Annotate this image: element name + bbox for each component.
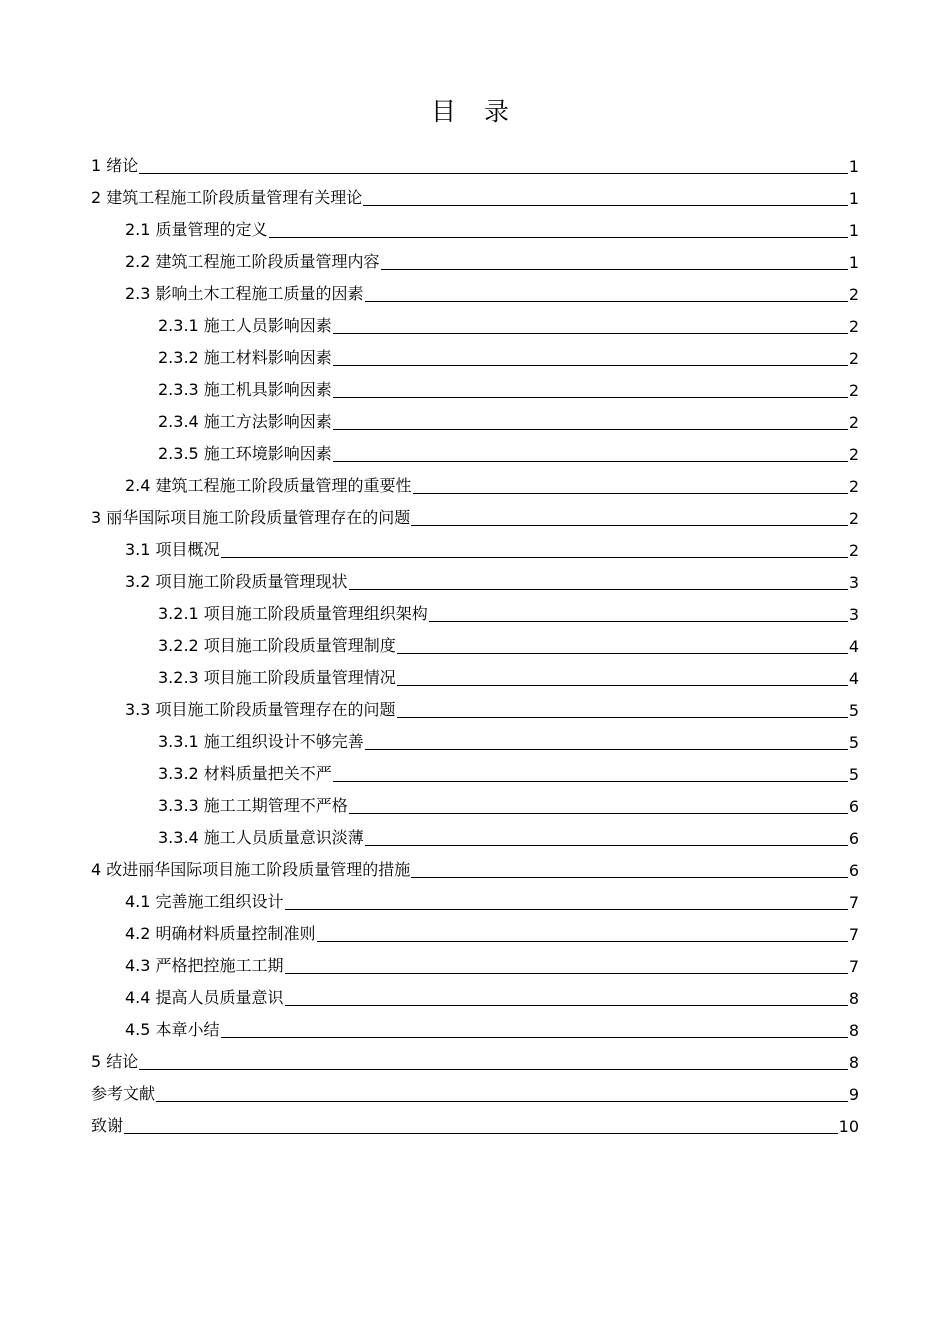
- table-of-contents: [91, 148, 859, 1140]
- toc-leader-line: [333, 396, 848, 398]
- toc-entry[interactable]: [91, 404, 859, 436]
- toc-leader-line: [139, 172, 848, 174]
- toc-leader-line: [365, 300, 848, 302]
- toc-entry-label: 4.2 明确材料质量控制准则: [125, 924, 316, 943]
- toc-entry-page-number: 2: [848, 349, 859, 368]
- toc-entry[interactable]: [91, 276, 859, 308]
- toc-leader-line: [221, 556, 848, 558]
- toc-entry[interactable]: [91, 500, 859, 532]
- toc-entry[interactable]: [91, 532, 859, 564]
- toc-entry[interactable]: [91, 1012, 859, 1044]
- toc-entry[interactable]: [91, 948, 859, 980]
- toc-entry[interactable]: [91, 244, 859, 276]
- toc-entry-page-number: 2: [848, 413, 859, 432]
- toc-entry-page-number: 3: [848, 573, 859, 592]
- toc-entry-label: 3.3.4 施工人员质量意识淡薄: [158, 828, 364, 847]
- toc-entry-label: 3.2.1 项目施工阶段质量管理组织架构: [158, 604, 428, 623]
- toc-entry[interactable]: [91, 468, 859, 500]
- toc-leader-line: [139, 1068, 848, 1070]
- toc-entry-label: 3.3.3 施工工期管理不严格: [158, 796, 348, 815]
- toc-entry[interactable]: [91, 180, 859, 212]
- toc-leader-line: [429, 620, 848, 622]
- toc-entry-label: 1 绪论: [91, 156, 139, 175]
- toc-entry-page-number: 1: [848, 189, 859, 208]
- toc-entry-page-number: 4: [848, 637, 859, 656]
- toc-leader-line: [363, 204, 848, 206]
- toc-entry-page-number: 10: [838, 1117, 859, 1136]
- toc-entry[interactable]: [91, 596, 859, 628]
- toc-leader-line: [349, 812, 848, 814]
- toc-leader-line: [333, 780, 848, 782]
- toc-entry[interactable]: [91, 852, 859, 884]
- toc-leader-line: [397, 652, 848, 654]
- toc-leader-line: [285, 1004, 848, 1006]
- toc-leader-line: [124, 1132, 838, 1134]
- toc-entry-page-number: 8: [848, 1021, 859, 1040]
- toc-entry-page-number: 1: [848, 221, 859, 240]
- toc-entry[interactable]: [91, 1044, 859, 1076]
- toc-entry[interactable]: [91, 1076, 859, 1108]
- toc-leader-line: [411, 524, 848, 526]
- toc-entry-label: 3.2.2 项目施工阶段质量管理制度: [158, 636, 396, 655]
- toc-entry-page-number: 2: [848, 509, 859, 528]
- toc-entry-page-number: 4: [848, 669, 859, 688]
- toc-entry-label: 2.3.5 施工环境影响因素: [158, 444, 332, 463]
- toc-entry-label: 4 改进丽华国际项目施工阶段质量管理的措施: [91, 860, 411, 879]
- toc-entry-label: 3.3 项目施工阶段质量管理存在的问题: [125, 700, 396, 719]
- toc-entry-page-number: 1: [848, 253, 859, 272]
- toc-entry[interactable]: [91, 788, 859, 820]
- toc-entry[interactable]: [91, 756, 859, 788]
- toc-entry-label: 4.4 提高人员质量意识: [125, 988, 284, 1007]
- toc-entry-page-number: 2: [848, 477, 859, 496]
- toc-entry[interactable]: [91, 692, 859, 724]
- toc-entry-page-number: 1: [848, 157, 859, 176]
- toc-entry-label: 3.2.3 项目施工阶段质量管理情况: [158, 668, 396, 687]
- toc-leader-line: [156, 1100, 848, 1102]
- toc-leader-line: [317, 940, 848, 942]
- toc-entry-label: 2.3.1 施工人员影响因素: [158, 316, 332, 335]
- toc-entry[interactable]: [91, 884, 859, 916]
- toc-entry-label: 4.5 本章小结: [125, 1020, 220, 1039]
- toc-leader-line: [333, 332, 848, 334]
- toc-entry[interactable]: [91, 372, 859, 404]
- toc-entry-label: 3.2 项目施工阶段质量管理现状: [125, 572, 348, 591]
- toc-leader-line: [221, 1036, 848, 1038]
- toc-entry-page-number: 7: [848, 893, 859, 912]
- toc-entry-label: 2.3.3 施工机具影响因素: [158, 380, 332, 399]
- toc-leader-line: [411, 876, 848, 878]
- toc-entry[interactable]: [91, 1108, 859, 1140]
- toc-entry[interactable]: [91, 724, 859, 756]
- toc-entry-label: 3 丽华国际项目施工阶段质量管理存在的问题: [91, 508, 411, 527]
- toc-entry[interactable]: [91, 628, 859, 660]
- toc-entry-label: 2 建筑工程施工阶段质量管理有关理论: [91, 188, 363, 207]
- toc-leader-line: [269, 236, 848, 238]
- toc-leader-line: [333, 364, 848, 366]
- toc-leader-line: [413, 492, 848, 494]
- toc-entry[interactable]: [91, 340, 859, 372]
- toc-entry-label: 2.1 质量管理的定义: [125, 220, 268, 239]
- toc-leader-line: [381, 268, 848, 270]
- toc-entry-label: 3.1 项目概况: [125, 540, 220, 559]
- toc-entry[interactable]: [91, 660, 859, 692]
- toc-entry[interactable]: [91, 564, 859, 596]
- toc-leader-line: [333, 428, 848, 430]
- toc-entry-label: 3.3.1 施工组织设计不够完善: [158, 732, 364, 751]
- toc-entry-label: 4.1 完善施工组织设计: [125, 892, 284, 911]
- toc-entry-label: 2.2 建筑工程施工阶段质量管理内容: [125, 252, 380, 271]
- toc-entry-page-number: 7: [848, 957, 859, 976]
- toc-entry-page-number: 5: [848, 733, 859, 752]
- toc-entry-label: 2.3.2 施工材料影响因素: [158, 348, 332, 367]
- toc-leader-line: [333, 460, 848, 462]
- toc-entry-page-number: 2: [848, 445, 859, 464]
- toc-entry-page-number: 6: [848, 861, 859, 880]
- toc-entry[interactable]: [91, 436, 859, 468]
- toc-entry[interactable]: [91, 916, 859, 948]
- toc-entry-label: 参考文献: [91, 1084, 156, 1103]
- page-title: 目 录: [431, 97, 519, 126]
- toc-entry-page-number: 6: [848, 797, 859, 816]
- toc-entry-page-number: 2: [848, 381, 859, 400]
- toc-entry-page-number: 5: [848, 765, 859, 784]
- toc-entry[interactable]: [91, 980, 859, 1012]
- toc-entry-page-number: 7: [848, 925, 859, 944]
- toc-entry-label: 5 结论: [91, 1052, 139, 1071]
- toc-leader-line: [365, 748, 848, 750]
- toc-entry-page-number: 2: [848, 285, 859, 304]
- toc-entry-label: 4.3 严格把控施工工期: [125, 956, 284, 975]
- toc-leader-line: [285, 908, 848, 910]
- toc-entry-label: 致谢: [91, 1116, 124, 1135]
- toc-entry-page-number: 9: [848, 1085, 859, 1104]
- toc-entry-page-number: 8: [848, 1053, 859, 1072]
- toc-entry[interactable]: [91, 308, 859, 340]
- toc-entry-label: 2.3.4 施工方法影响因素: [158, 412, 332, 431]
- toc-leader-line: [365, 844, 848, 846]
- toc-entry-page-number: 5: [848, 701, 859, 720]
- toc-entry[interactable]: [91, 148, 859, 180]
- toc-entry-page-number: 2: [848, 317, 859, 336]
- toc-entry-label: 2.3 影响土木工程施工质量的因素: [125, 284, 364, 303]
- toc-entry-page-number: 8: [848, 989, 859, 1008]
- toc-entry[interactable]: [91, 820, 859, 852]
- toc-entry-label: 3.3.2 材料质量把关不严: [158, 764, 332, 783]
- toc-entry-label: 2.4 建筑工程施工阶段质量管理的重要性: [125, 476, 412, 495]
- toc-leader-line: [397, 716, 848, 718]
- toc-leader-line: [349, 588, 848, 590]
- toc-leader-line: [285, 972, 848, 974]
- toc-leader-line: [397, 684, 848, 686]
- toc-entry-page-number: 2: [848, 541, 859, 560]
- toc-entry[interactable]: [91, 212, 859, 244]
- toc-entry-page-number: 6: [848, 829, 859, 848]
- toc-entry-page-number: 3: [848, 605, 859, 624]
